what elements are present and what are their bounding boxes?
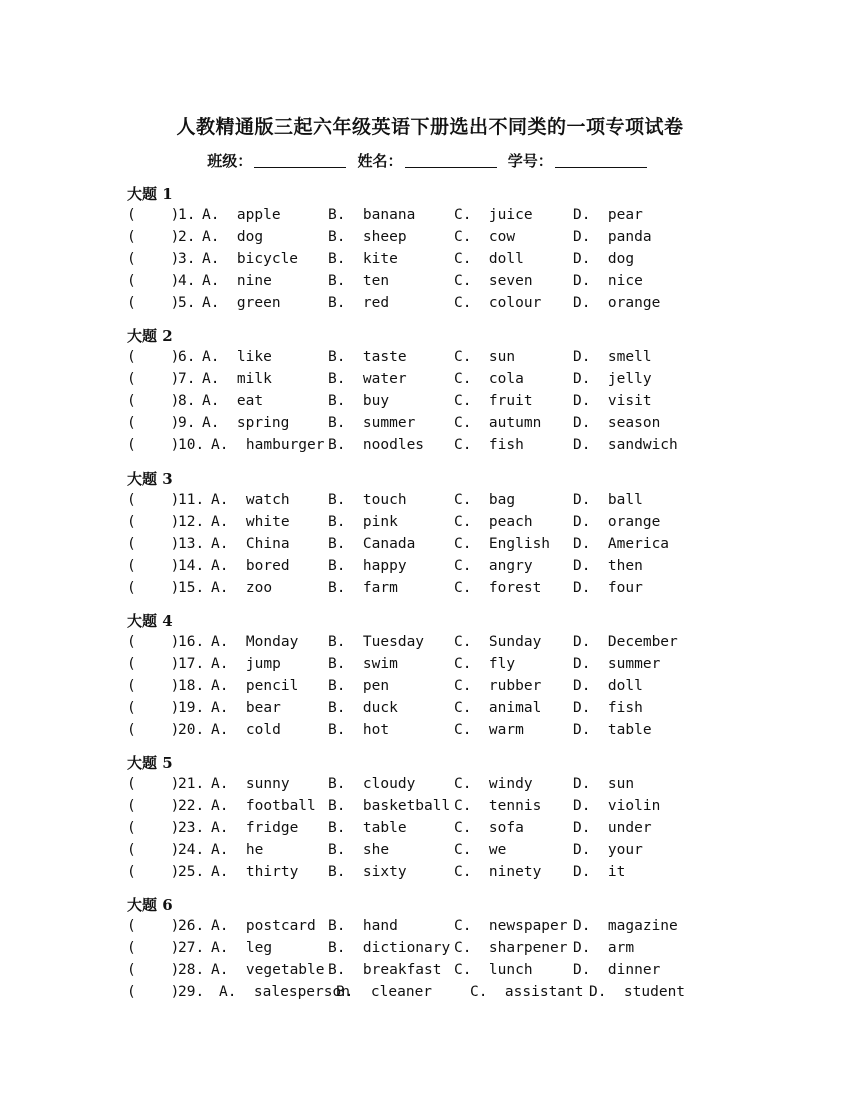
- option-d: D. nice: [573, 273, 643, 289]
- question-number: 21.: [178, 776, 205, 792]
- option-b: B. sheep: [328, 229, 407, 245]
- question-number: 13.: [178, 536, 205, 552]
- option-c: C. animal: [454, 700, 542, 716]
- option-d: D. December: [573, 634, 678, 650]
- option-a: A. he: [211, 842, 264, 858]
- option-a: A. eat: [202, 393, 264, 409]
- question-section: [127, 895, 747, 1003]
- question-number: 7.: [178, 371, 196, 387]
- option-c: C. assistant: [470, 984, 584, 1000]
- question-row: [127, 434, 747, 456]
- option-b: B. breakfast: [328, 962, 442, 978]
- question-number: 15.: [178, 580, 205, 596]
- question-row: [127, 555, 747, 577]
- answer-blank[interactable]: ( ): [127, 580, 180, 596]
- answer-blank[interactable]: ( ): [127, 842, 180, 858]
- option-d: D. your: [573, 842, 643, 858]
- answer-blank[interactable]: ( ): [127, 962, 180, 978]
- option-b: B. swim: [328, 656, 398, 672]
- option-c: C. windy: [454, 776, 533, 792]
- option-c: C. forest: [454, 580, 542, 596]
- option-a: A. postcard: [211, 918, 316, 934]
- answer-blank[interactable]: ( ): [127, 393, 180, 409]
- question-number: 20.: [178, 722, 205, 738]
- section-title: 大题 5: [127, 754, 173, 772]
- option-b: B. Canada: [328, 536, 416, 552]
- section-title: 大题 2: [127, 327, 173, 345]
- question-row: [127, 204, 747, 226]
- option-c: C. English: [454, 536, 551, 552]
- section-title: 大题 1: [127, 185, 173, 203]
- answer-blank[interactable]: ( ): [127, 251, 180, 267]
- question-number: 19.: [178, 700, 205, 716]
- question-number: 22.: [178, 798, 205, 814]
- option-b: B. taste: [328, 349, 407, 365]
- question-row: [127, 631, 747, 653]
- question-row: [127, 270, 747, 292]
- option-d: D. violin: [573, 798, 661, 814]
- option-d: D. panda: [573, 229, 652, 245]
- question-row: [127, 292, 747, 314]
- option-d: D. doll: [573, 678, 643, 694]
- option-a: A. dog: [202, 229, 264, 245]
- question-number: 29.: [178, 984, 205, 1000]
- option-a: A. vegetable: [211, 962, 325, 978]
- question-row: [127, 346, 747, 368]
- option-b: B. hot: [328, 722, 390, 738]
- question-row: [127, 489, 747, 511]
- option-d: D. smell: [573, 349, 652, 365]
- student-info-line: [0, 150, 860, 171]
- option-c: C. doll: [454, 251, 524, 267]
- option-d: D. under: [573, 820, 652, 836]
- question-row: [127, 533, 747, 555]
- question-number: 11.: [178, 492, 205, 508]
- option-d: D. student: [589, 984, 686, 1000]
- option-c: C. Sunday: [454, 634, 542, 650]
- question-row: [127, 368, 747, 390]
- option-a: A. fridge: [211, 820, 299, 836]
- option-c: C. we: [454, 842, 507, 858]
- option-b: B. banana: [328, 207, 416, 223]
- question-row: [127, 937, 747, 959]
- question-number: 6.: [178, 349, 196, 365]
- class-label: 班级：: [207, 152, 253, 170]
- option-d: D. orange: [573, 514, 661, 530]
- option-d: D. ball: [573, 492, 643, 508]
- option-a: A. green: [202, 295, 281, 311]
- class-blank: [254, 153, 346, 168]
- option-d: D. America: [573, 536, 670, 552]
- option-c: C. sofa: [454, 820, 524, 836]
- option-d: D. season: [573, 415, 661, 431]
- answer-blank[interactable]: ( ): [127, 514, 180, 530]
- question-number: 4.: [178, 273, 196, 289]
- option-d: D. dog: [573, 251, 635, 267]
- option-a: A. jump: [211, 656, 281, 672]
- option-b: B. summer: [328, 415, 416, 431]
- option-d: D. four: [573, 580, 643, 596]
- option-b: B. table: [328, 820, 407, 836]
- option-a: A. leg: [211, 940, 273, 956]
- option-d: D. it: [573, 864, 626, 880]
- question-row: [127, 390, 747, 412]
- question-section: [127, 611, 747, 741]
- section-title: 大题 6: [127, 896, 173, 914]
- option-c: C. colour: [454, 295, 542, 311]
- option-a: A. watch: [211, 492, 290, 508]
- question-section: [127, 184, 747, 314]
- question-number: 25.: [178, 864, 205, 880]
- option-c: C. sun: [454, 349, 516, 365]
- question-row: [127, 773, 747, 795]
- question-number: 8.: [178, 393, 196, 409]
- option-a: A. nine: [202, 273, 272, 289]
- question-number: 16.: [178, 634, 205, 650]
- option-a: A. bored: [211, 558, 290, 574]
- question-row: [127, 412, 747, 434]
- option-c: C. fly: [454, 656, 516, 672]
- option-b: B. red: [328, 295, 390, 311]
- option-d: D. then: [573, 558, 643, 574]
- option-d: D. table: [573, 722, 652, 738]
- option-b: B. cloudy: [328, 776, 416, 792]
- option-c: C. warm: [454, 722, 524, 738]
- option-b: B. duck: [328, 700, 398, 716]
- answer-blank[interactable]: ( ): [127, 207, 180, 223]
- answer-blank[interactable]: ( ): [127, 295, 180, 311]
- answer-blank[interactable]: ( ): [127, 940, 180, 956]
- option-b: B. ten: [328, 273, 390, 289]
- answer-blank[interactable]: ( ): [127, 918, 180, 934]
- question-number: 5.: [178, 295, 196, 311]
- name-label: 姓名：: [357, 152, 403, 170]
- question-row: [127, 511, 747, 533]
- question-row: [127, 226, 747, 248]
- answer-blank[interactable]: ( ): [127, 229, 180, 245]
- section-title: 大题 4: [127, 612, 173, 630]
- question-row: [127, 697, 747, 719]
- option-b: B. water: [328, 371, 407, 387]
- option-a: A. white: [211, 514, 290, 530]
- question-number: 18.: [178, 678, 205, 694]
- name-blank: [405, 153, 497, 168]
- option-a: A. spring: [202, 415, 290, 431]
- option-b: B. pink: [328, 514, 398, 530]
- option-c: C. tennis: [454, 798, 542, 814]
- option-c: C. cow: [454, 229, 516, 245]
- question-row: [127, 653, 747, 675]
- answer-blank[interactable]: ( ): [127, 700, 180, 716]
- answer-blank[interactable]: ( ): [127, 492, 180, 508]
- option-b: B. sixty: [328, 864, 407, 880]
- option-b: B. buy: [328, 393, 390, 409]
- option-c: C. autumn: [454, 415, 542, 431]
- option-d: D. pear: [573, 207, 643, 223]
- option-a: A. pencil: [211, 678, 299, 694]
- question-row: [127, 861, 747, 883]
- option-a: A. bicycle: [202, 251, 299, 267]
- option-b: B. she: [328, 842, 390, 858]
- option-c: C. sharpener: [454, 940, 568, 956]
- option-a: A. cold: [211, 722, 281, 738]
- question-row: [127, 817, 747, 839]
- question-number: 9.: [178, 415, 196, 431]
- option-a: A. thirty: [211, 864, 299, 880]
- option-c: C. seven: [454, 273, 533, 289]
- option-b: B. touch: [328, 492, 407, 508]
- option-c: C. rubber: [454, 678, 542, 694]
- option-d: D. dinner: [573, 962, 661, 978]
- question-row: [127, 577, 747, 599]
- option-c: C. fruit: [454, 393, 533, 409]
- question-number: 2.: [178, 229, 196, 245]
- answer-blank[interactable]: ( ): [127, 678, 180, 694]
- question-row: [127, 915, 747, 937]
- question-number: 14.: [178, 558, 205, 574]
- question-number: 17.: [178, 656, 205, 672]
- option-c: C. peach: [454, 514, 533, 530]
- answer-blank[interactable]: ( ): [127, 864, 180, 880]
- question-row: [127, 795, 747, 817]
- answer-blank[interactable]: ( ): [127, 984, 180, 1000]
- option-a: A. like: [202, 349, 272, 365]
- option-a: A. zoo: [211, 580, 273, 596]
- question-number: 3.: [178, 251, 196, 267]
- answer-blank[interactable]: ( ): [127, 371, 180, 387]
- question-section: [127, 469, 747, 599]
- answer-blank[interactable]: ( ): [127, 820, 180, 836]
- option-b: B. dictionary: [328, 940, 451, 956]
- answer-blank[interactable]: ( ): [127, 722, 180, 738]
- question-row: [127, 981, 747, 1003]
- option-c: C. cola: [454, 371, 524, 387]
- option-c: C. fish: [454, 437, 524, 453]
- answer-blank[interactable]: ( ): [127, 415, 180, 431]
- option-b: B. pen: [328, 678, 390, 694]
- option-b: B. hand: [328, 918, 398, 934]
- option-d: D. orange: [573, 295, 661, 311]
- question-section: [127, 326, 747, 456]
- option-d: D. arm: [573, 940, 635, 956]
- answer-blank[interactable]: ( ): [127, 634, 180, 650]
- question-number: 24.: [178, 842, 205, 858]
- question-row: [127, 719, 747, 741]
- option-c: C. newspaper: [454, 918, 568, 934]
- option-c: C. juice: [454, 207, 533, 223]
- option-a: A. apple: [202, 207, 281, 223]
- answer-blank[interactable]: ( ): [127, 656, 180, 672]
- option-b: B. Tuesday: [328, 634, 425, 650]
- question-row: [127, 959, 747, 981]
- answer-blank[interactable]: ( ): [127, 349, 180, 365]
- option-c: C. lunch: [454, 962, 533, 978]
- option-b: B. farm: [328, 580, 398, 596]
- option-a: A. milk: [202, 371, 272, 387]
- answer-blank[interactable]: ( ): [127, 798, 180, 814]
- option-d: D. jelly: [573, 371, 652, 387]
- page-title: 人教精通版三起六年级英语下册选出不同类的一项专项试卷: [176, 116, 684, 138]
- option-a: A. hamburger: [211, 437, 325, 453]
- question-number: 12.: [178, 514, 205, 530]
- question-number: 26.: [178, 918, 205, 934]
- option-a: A. China: [211, 536, 290, 552]
- answer-blank[interactable]: ( ): [127, 536, 180, 552]
- option-c: C. angry: [454, 558, 533, 574]
- option-b: B. kite: [328, 251, 398, 267]
- question-row: [127, 675, 747, 697]
- option-d: D. visit: [573, 393, 652, 409]
- question-number: 27.: [178, 940, 205, 956]
- option-a: A. salesperson: [219, 984, 350, 1000]
- option-b: B. noodles: [328, 437, 425, 453]
- student-id-blank: [555, 153, 647, 168]
- option-a: A. bear: [211, 700, 281, 716]
- option-d: D. summer: [573, 656, 661, 672]
- option-a: A. sunny: [211, 776, 290, 792]
- option-c: C. bag: [454, 492, 516, 508]
- question-row: [127, 839, 747, 861]
- option-d: D. fish: [573, 700, 643, 716]
- option-b: B. basketball: [328, 798, 451, 814]
- question-number: 28.: [178, 962, 205, 978]
- option-d: D. sandwich: [573, 437, 678, 453]
- option-a: A. football: [211, 798, 316, 814]
- answer-blank[interactable]: ( ): [127, 273, 180, 289]
- option-d: D. magazine: [573, 918, 678, 934]
- question-number: 1.: [178, 207, 196, 223]
- question-number: 23.: [178, 820, 205, 836]
- question-number: 10.: [178, 437, 205, 453]
- option-a: A. Monday: [211, 634, 299, 650]
- answer-blank[interactable]: ( ): [127, 558, 180, 574]
- answer-blank[interactable]: ( ): [127, 776, 180, 792]
- student-id-label: 学号：: [507, 152, 553, 170]
- option-b: B. cleaner: [336, 984, 433, 1000]
- option-b: B. happy: [328, 558, 407, 574]
- question-row: [127, 248, 747, 270]
- option-d: D. sun: [573, 776, 635, 792]
- section-title: 大题 3: [127, 470, 173, 488]
- question-section: [127, 753, 747, 883]
- answer-blank[interactable]: ( ): [127, 437, 180, 453]
- option-c: C. ninety: [454, 864, 542, 880]
